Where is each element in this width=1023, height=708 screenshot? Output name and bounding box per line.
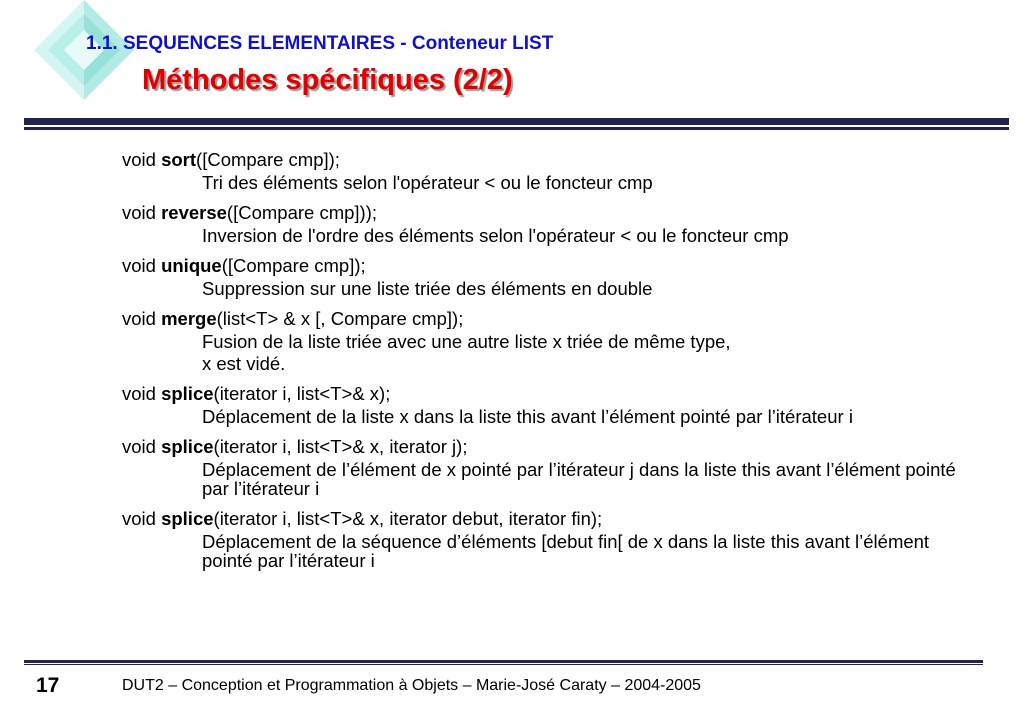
method-name: merge — [161, 308, 217, 329]
method-description: Déplacement de l’élément de x pointé par l’itérateur j dans la liste this avant l’élément pointé par l’itérateur i — [202, 459, 956, 499]
method-return-type: void — [122, 308, 162, 329]
slide-title: Méthodes spécifiques (2/2) — [142, 64, 513, 96]
method-args: (iterator i, list<T>& x); — [213, 383, 391, 404]
top-divider — [24, 118, 1009, 131]
method-list — [122, 149, 982, 580]
method-args: (iterator i, list<T>& x, iterator debut, iterator fin); — [213, 508, 603, 529]
method-name: unique — [161, 255, 222, 276]
method-description: Suppression sur une liste triée des éléments en double — [202, 278, 653, 299]
method-item — [122, 255, 982, 298]
method-signature — [122, 508, 982, 529]
footer-text: DUT2 – Conception et Programmation à Objets – Marie-José Caraty – 2004-2005 — [122, 677, 701, 694]
method-name: sort — [161, 149, 197, 170]
method-item — [122, 149, 982, 192]
method-description: Inversion de l'ordre des éléments selon l'opérateur < ou le foncteur cmp — [202, 225, 789, 246]
method-return-type: void — [122, 202, 162, 223]
page-number: 17 — [36, 674, 60, 697]
method-item — [122, 383, 982, 426]
section-title: 1.1. SEQUENCES ELEMENTAIRES - Conteneur LIST — [86, 33, 554, 54]
method-description: Déplacement de la séquence d’éléments [debut fin[ de x dans la liste this avant l’élément pointé par l’itérateur i — [202, 531, 930, 571]
method-signature — [122, 202, 982, 223]
method-args: ([Compare cmp]); — [196, 149, 340, 170]
method-signature — [122, 149, 982, 170]
method-signature — [122, 436, 982, 457]
method-signature — [122, 255, 982, 276]
method-item — [122, 308, 982, 373]
method-return-type: void — [122, 149, 162, 170]
method-return-type: void — [122, 436, 162, 457]
method-name: splice — [161, 436, 214, 457]
method-description — [122, 332, 982, 373]
method-args: (iterator i, list<T>& x, iterator j); — [213, 436, 468, 457]
method-name: splice — [161, 508, 214, 529]
method-return-type: void — [122, 508, 162, 529]
method-item — [122, 508, 982, 570]
method-description-extra: x est vidé. — [202, 353, 286, 374]
method-item — [122, 436, 982, 498]
method-name: splice — [161, 383, 214, 404]
method-description: Tri des éléments selon l'opérateur < ou le foncteur cmp — [202, 172, 653, 193]
method-return-type: void — [122, 255, 162, 276]
method-args: ([Compare cmp]); — [221, 255, 366, 276]
method-signature — [122, 383, 982, 404]
method-description-text: Fusion de la liste triée avec une autre liste x triée de même type, — [202, 331, 731, 352]
method-args: (list<T> & x [, Compare cmp]); — [216, 308, 464, 329]
method-item — [122, 202, 982, 245]
method-description: Déplacement de la liste x dans la liste this avant l’élément pointé par l’itérateur i — [202, 406, 853, 427]
method-signature — [122, 308, 982, 329]
method-args: ([Compare cmp])); — [226, 202, 377, 223]
bottom-divider — [24, 660, 983, 665]
method-return-type: void — [122, 383, 162, 404]
method-name: reverse — [161, 202, 227, 223]
